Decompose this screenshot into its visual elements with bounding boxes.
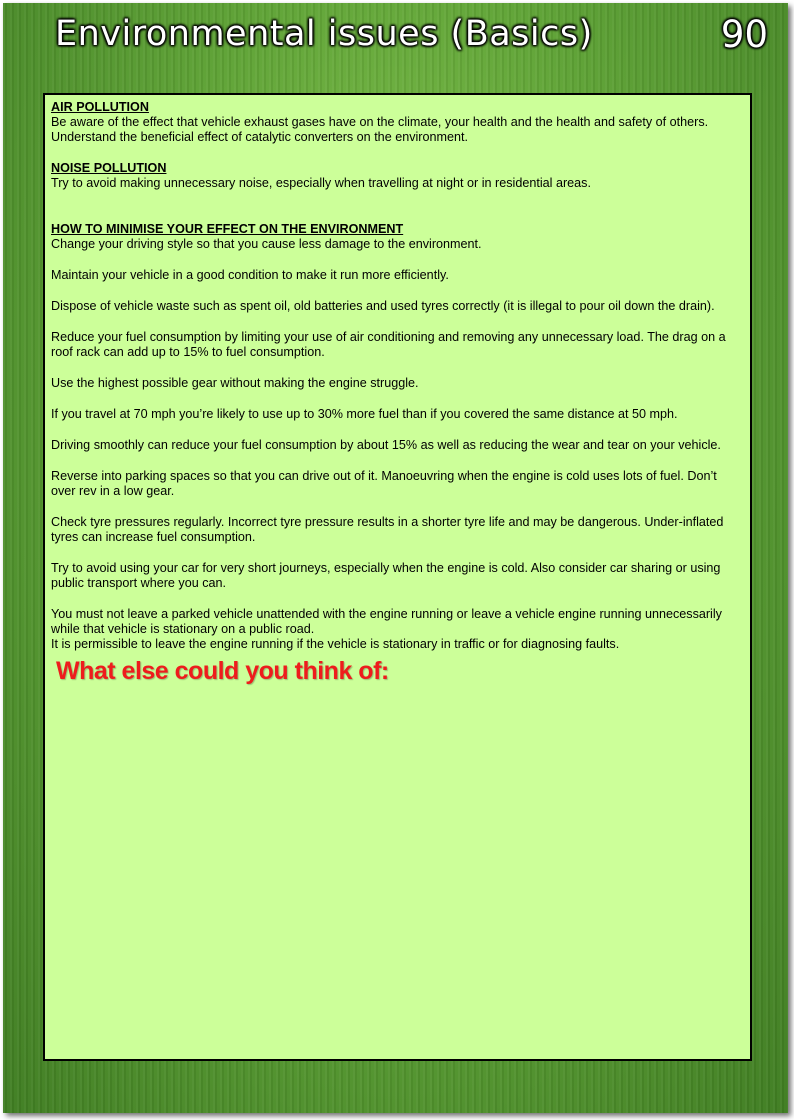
noise-pollution-heading: NOISE POLLUTION	[51, 161, 167, 175]
minimise-paragraph: Check tyre pressures regularly. Incorrect tyre pressure results in a shorter tyre life and may be dangerous. Under-inflated tyres can increase fuel consumption.	[51, 515, 724, 544]
minimise-paragraph: Driving smoothly can reduce your fuel consumption by about 15% as well as reducing the wear and tear on your vehicle.	[51, 438, 721, 452]
minimise-paragraph: You must not leave a parked vehicle unattended with the engine running or leave a vehicle engine running unnecessarily while that vehicle is stationary on a public road.	[51, 607, 722, 636]
minimise-paragraph: If you travel at 70 mph you’re likely to use up to 30% more fuel than if you covered the same distance at 50 mph.	[51, 407, 678, 421]
noise-pollution-section	[51, 161, 742, 191]
noise-pollution-text: Try to avoid making unnecessary noise, especially when travelling at night or in residential areas.	[51, 176, 591, 190]
what-else-prompt: What else could you think of:	[56, 657, 389, 685]
minimise-paragraph: Use the highest possible gear without making the engine struggle.	[51, 376, 419, 390]
minimise-paragraph: Change your driving style so that you cause less damage to the environment.	[51, 237, 482, 251]
minimise-paragraph: Try to avoid using your car for very short journeys, especially when the engine is cold. Also consider car sharing or using public transport where you can.	[51, 561, 721, 590]
minimise-section	[51, 222, 742, 652]
page-number: 90	[720, 13, 768, 56]
air-pollution-text: Be aware of the effect that vehicle exhaust gases have on the climate, your health and the health and safety of others. Understand the beneficial effect of catalytic converters on the environment.	[51, 115, 709, 144]
page-title: Environmental issues (Basics)	[55, 14, 593, 54]
page-background	[3, 3, 788, 1113]
minimise-paragraph: Dispose of vehicle waste such as spent oil, old batteries and used tyres correctly (it is illegal to pour oil down the drain).	[51, 299, 715, 313]
content-box	[43, 93, 752, 1061]
minimise-paragraph: Reverse into parking spaces so that you can drive out of it. Manoeuvring when the engine is cold uses lots of fuel. Don’t over rev in a low gear.	[51, 469, 717, 498]
minimise-paragraph: Maintain your vehicle in a good condition to make it run more efficiently.	[51, 268, 449, 282]
air-pollution-section	[51, 100, 742, 145]
air-pollution-heading: AIR POLLUTION	[51, 100, 149, 114]
minimise-paragraph: Reduce your fuel consumption by limiting your use of air conditioning and removing any unnecessary load. The drag on a roof rack can add up to 15% to fuel consumption.	[51, 330, 726, 359]
minimise-heading: HOW TO MINIMISE YOUR EFFECT ON THE ENVIRONMENT	[51, 222, 404, 236]
minimise-final-line: It is permissible to leave the engine running if the vehicle is stationary in traffic or for diagnosing faults.	[51, 637, 620, 651]
